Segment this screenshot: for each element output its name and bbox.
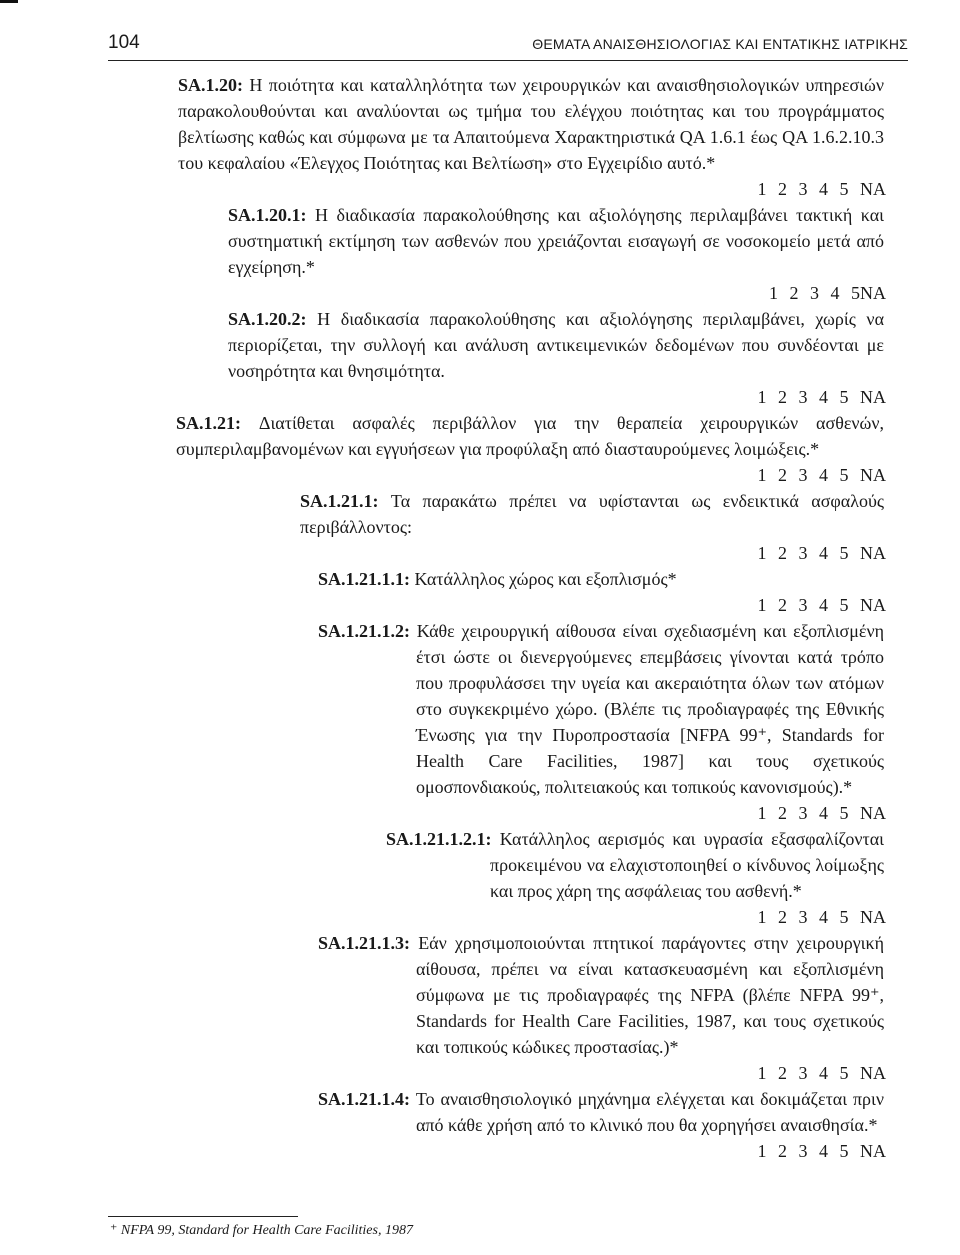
page-header <box>108 26 908 61</box>
item-sa-1-21-1-4 <box>0 1086 960 1164</box>
item-code: SA.1.20.1: <box>228 205 307 225</box>
item-text: SA.1.21.1.3: Εάν χρησιμοποιούνται πτητικοί παράγοντες στην χειρουργική αίθουσα, πρέπει να είναι κατασκευασμένη και εξοπλισμένη σύμφωνα με τις προδιαγραφές της NFPA (βλέπε NFPA 99⁺, Standards for Health Care Facilities, 1987, και τους σχετικούς και τοπικούς κώδικες προστασίας.)* <box>318 933 884 1057</box>
page-number: 104 <box>108 32 140 53</box>
item-sa-1-20-1 <box>0 202 960 306</box>
item-code: SA.1.21.1.2: <box>318 621 411 641</box>
rating-scale: 1 2 3 4 5 NA <box>757 543 886 563</box>
rating-scale: 1 2 3 4 5 NA <box>757 595 886 615</box>
rating-scale: 1 2 3 4 5 NA <box>757 907 886 927</box>
item-sa-1-21-1-3 <box>0 930 960 1086</box>
item-code: SA.1.21: <box>176 413 242 433</box>
rating-scale: 1 2 3 4 5 NA <box>757 465 886 485</box>
item-text: SA.1.21.1.1: Κατάλληλος χώρος και εξοπλισμός* <box>318 569 677 589</box>
rating-scale: 1 2 3 4 5NA <box>769 283 886 303</box>
item-sa-1-21-1 <box>0 488 960 566</box>
corner-mark <box>0 0 18 3</box>
item-sa-1-21 <box>0 410 960 488</box>
running-title: ΘΕΜΑΤΑ ΑΝΑΙΣΘΗΣΙΟΛΟΓΙΑΣ ΚΑΙ ΕΝΤΑΤΙΚΗΣ ΙΑΤΡΙΚΗΣ <box>532 36 908 52</box>
item-text: SA.1.21.1.2: Κάθε χειρουργική αίθουσα είναι σχεδιασμένη και εξοπλισμένη έτσι ώστε οι διενεργούμενες επεμβάσεις γίνονται κατά τρόπο που προφυλάσσει την υγεία και ακεραιότητα όλων των ατόμων στο συγκεκριμένο χώρο. (Βλέπε τις προδιαγραφές της Εθνικής Ένωσης για την Πυροπροστασία [NFPA 99⁺, Standards for Health Care Facilities, 1987] και τους σχετικούς ομοσπονδιακούς, πολιτειακούς και τοπικούς κανονισμούς).* <box>318 621 884 797</box>
rating-scale: 1 2 3 4 5 NA <box>757 1141 886 1161</box>
item-sa-1-21-1-2 <box>0 618 960 826</box>
rating-scale: 1 2 3 4 5 NA <box>757 1063 886 1083</box>
item-code: SA.1.20: <box>178 75 244 95</box>
rating-scale: 1 2 3 4 5 NA <box>757 179 886 199</box>
item-text: SA.1.21.1: Τα παρακάτω πρέπει να υφίστανται ως ενδεικτικά ασφαλούς περιβάλλοντος: <box>300 491 884 537</box>
item-sa-1-21-1-1 <box>0 566 960 618</box>
document-body <box>0 72 960 1164</box>
item-code: SA.1.21.1.2.1: <box>386 829 492 849</box>
item-sa-1-20 <box>0 72 960 202</box>
item-text: SA.1.21.1.2.1: Κατάλληλος αερισμός και υγρασία εξασφαλίζονται προκειμένου να ελαχιστοποιηθεί ο κίνδυνος λοίμωξης και προς χάρη της ασφάλειας του ασθενή.* <box>386 829 884 901</box>
item-text: SA.1.21.1.4: Το αναισθησιολογικό μηχάνημα ελέγχεται και δοκιμάζεται πριν από κάθε χρήση από το κλινικό που θα χορηγήσει αναισθησία.* <box>318 1089 884 1135</box>
item-text: SA.1.21: Διατίθεται ασφαλές περιβάλλον για την θεραπεία χειρουργικών ασθενών, συμπεριλαμβανομένων και εγγυήσεων για προφύλαξη από διασταυρούμενες λοιμώξεις.* <box>176 413 884 459</box>
footnote: ⁺ NFPA 99, Standard for Health Care Facilities, 1987 <box>110 1223 413 1238</box>
item-sa-1-21-1-2-1 <box>0 826 960 930</box>
rating-scale: 1 2 3 4 5 NA <box>757 387 886 407</box>
item-code: SA.1.21.1.1: <box>318 569 411 589</box>
item-sa-1-20-2 <box>0 306 960 410</box>
rating-scale: 1 2 3 4 5 NA <box>757 803 886 823</box>
item-text: SA.1.20.1: Η διαδικασία παρακολούθησης και αξιολόγησης περιλαμβάνει τακτική και συστηματική εκτίμηση των ασθενών που χρειάζονται εισαγωγή σε νοσοκομείο μετά από εγχείρηση.* <box>228 205 884 277</box>
item-code: SA.1.21.1.4: <box>318 1089 411 1109</box>
item-code: SA.1.20.2: <box>228 309 307 329</box>
item-code: SA.1.21.1.3: <box>318 933 411 953</box>
item-text: SA.1.20.2: Η διαδικασία παρακολούθησης και αξιολόγησης περιλαμβάνει, χωρίς να περιορίζεται, την συλλογή και ανάλυση αντικειμενικών δεδομένων που συνδέονται με νοσηρότητα και θνησιμότητα. <box>228 309 884 381</box>
item-text: SA.1.20: Η ποιότητα και καταλληλότητα των χειρουργικών και αναισθησιολογικών υπηρεσιών παρακολουθούνται και αναλύονται ως τμήμα του ελέγχου ποιότητας και του προγράμματος βελτίωσης καθώς και σύμφωνα με τα Απαιτούμενα Χαρακτηριστικά QA 1.6.1 έως QA 1.6.2.10.3 του κεφαλαίου «Έλεγχος Ποιότητας και Βελτίωση» στο Εγχειρίδιο αυτό.* <box>178 75 884 173</box>
footnote-rule <box>108 1216 298 1217</box>
item-code: SA.1.21.1: <box>300 491 379 511</box>
